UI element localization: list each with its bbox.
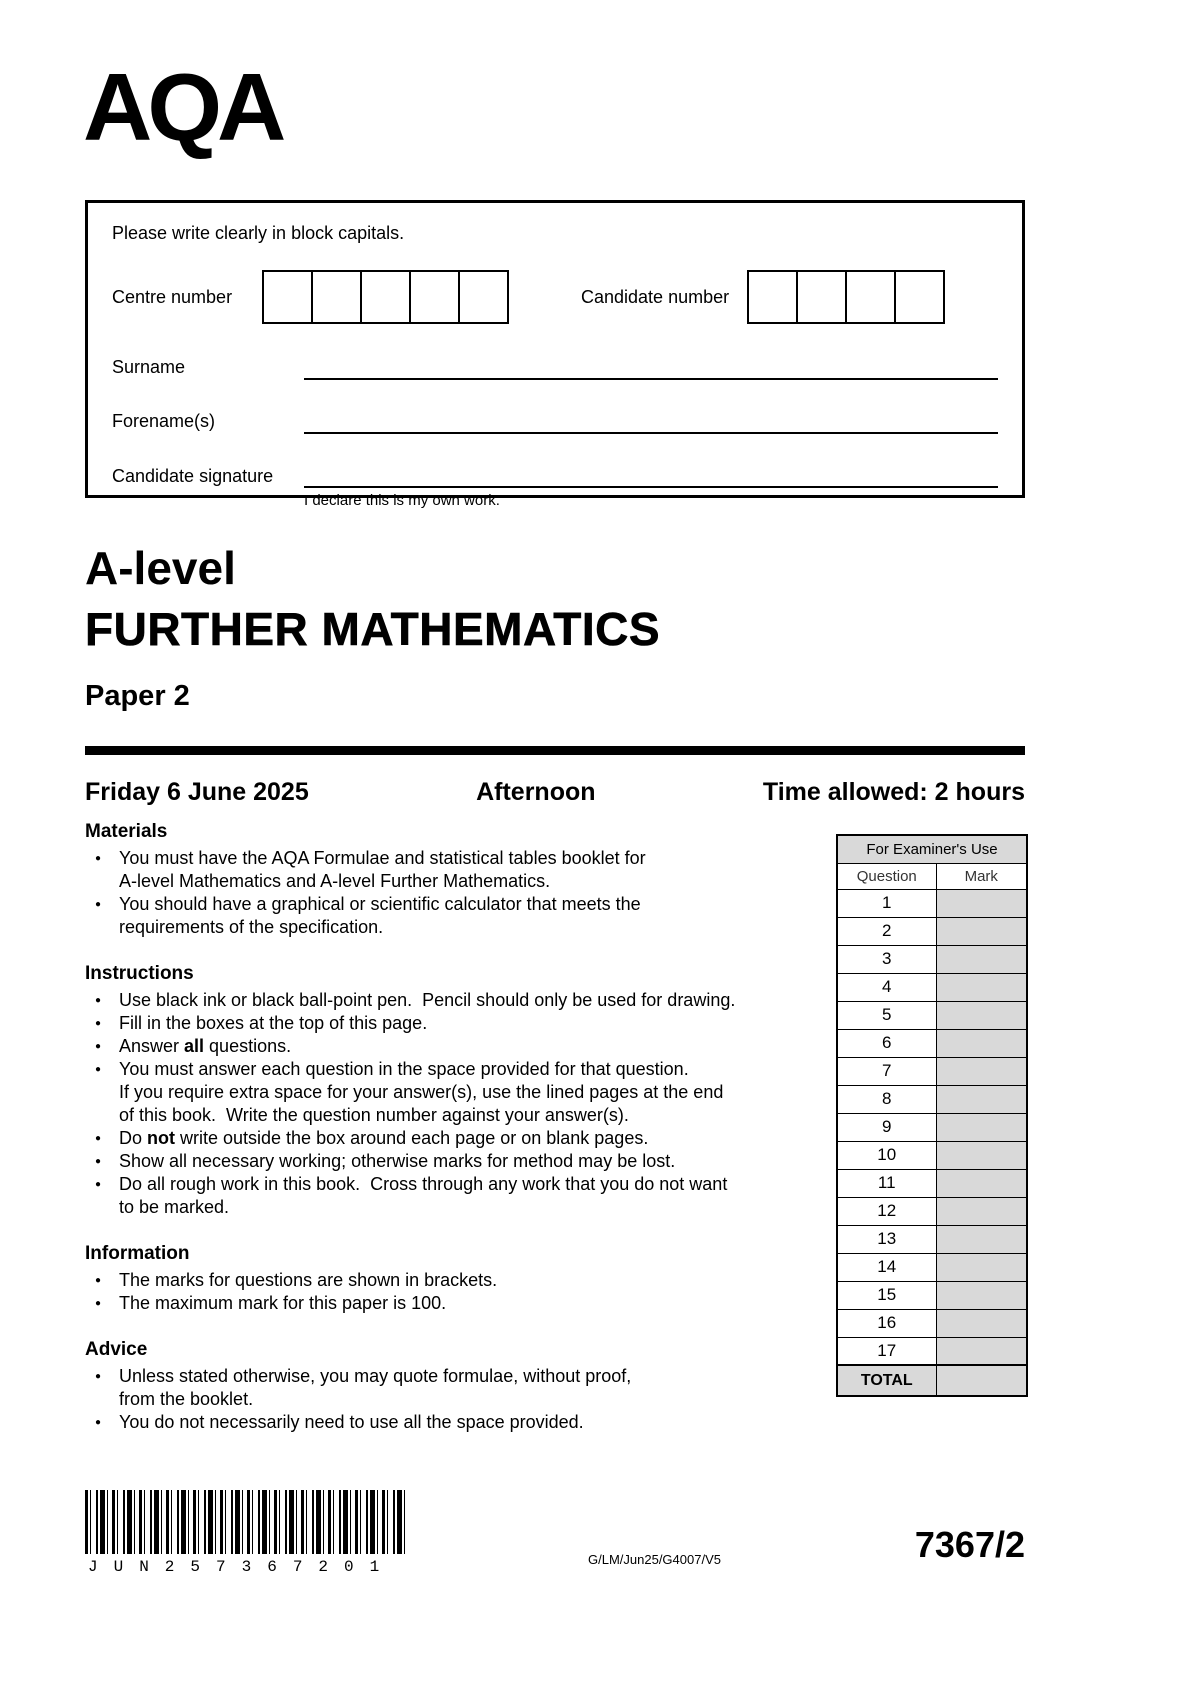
question-number-cell: 5 [837,1001,936,1029]
question-number-cell: 11 [837,1169,936,1197]
paper-number: Paper 2 [85,680,190,713]
barcode-text: JUN257367201 [88,1558,396,1576]
bullet-item: ● Show all necessary working; otherwise marks for method may be lost. [85,1150,825,1173]
candidate-number-boxes [747,270,945,324]
bullet-item: ● You must have the AQA Formulae and statistical tables booklet for A-level Mathematics and A-level Further Mathematics. [85,847,825,893]
examiner-row [837,1337,1027,1365]
mark-cell [936,889,1027,917]
question-number-cell: 1 [837,889,936,917]
block-capitals-instruction: Please write clearly in block capitals. [112,223,405,243]
question-number-cell: 7 [837,1057,936,1085]
candidate-number-cell[interactable] [747,270,798,324]
examiner-table-body [837,889,1027,1365]
materials-heading: Materials [85,821,168,842]
surname-row [112,356,998,380]
question-number-cell: 6 [837,1029,936,1057]
surname-label: Surname [112,357,186,377]
question-number-cell: 2 [837,917,936,945]
exam-session: Afternoon [476,778,596,806]
centre-number-cell[interactable] [409,270,460,324]
mark-column-header: Mark [936,863,1027,889]
exam-date: Friday 6 June 2025 [85,778,309,806]
examiner-row [837,889,1027,917]
subject-title: FURTHER MATHEMATICS [85,602,661,655]
centre-number-label: Centre number [112,286,233,307]
forenames-row [112,410,998,434]
question-number-cell: 4 [837,973,936,1001]
bullet-item: ● Do not write outside the box around each page or on blank pages. [85,1127,825,1150]
examiner-row [837,1225,1027,1253]
examiner-use-table [836,834,1028,1397]
candidate-number-cell[interactable] [845,270,896,324]
mark-cell [936,1197,1027,1225]
candidate-number-cell[interactable] [894,270,945,324]
examiner-row [837,973,1027,1001]
bullet-item: ● Answer all questions. [85,1035,825,1058]
signature-line[interactable] [304,464,998,488]
examiner-row [837,1085,1027,1113]
instructions-list [85,989,825,1219]
question-number-cell: 3 [837,945,936,973]
barcode [85,1490,407,1554]
centre-number-cell[interactable] [311,270,362,324]
mark-cell [936,1281,1027,1309]
instructions-heading: Instructions [85,963,194,984]
bullet-item: ● Use black ink or black ball-point pen. Pencil should only be used for drawing. [85,989,825,1012]
forenames-label: Forename(s) [112,411,216,431]
mark-cell [936,1309,1027,1337]
declaration-text: I declare this is my own work. [304,492,500,509]
total-mark-cell [936,1365,1027,1396]
examiner-row [837,1113,1027,1141]
signature-label: Candidate signature [112,466,274,486]
centre-number-cell[interactable] [458,270,509,324]
forenames-line[interactable] [304,410,998,434]
mark-cell [936,1141,1027,1169]
examiner-row [837,1309,1027,1337]
signature-row [112,464,998,509]
question-number-cell: 13 [837,1225,936,1253]
question-number-cell: 16 [837,1309,936,1337]
candidate-number-label: Candidate number [581,286,730,307]
qualification-level: A-level [85,542,236,594]
examiner-row [837,1253,1027,1281]
examiner-table-title-row [837,835,1027,863]
question-column-header: Question [837,863,936,889]
bullet-item: ● Fill in the boxes at the top of this page. [85,1012,825,1035]
examiner-table-header-row [837,863,1027,889]
mark-cell [936,1001,1027,1029]
information-heading: Information [85,1243,190,1264]
mark-cell [936,1057,1027,1085]
examiner-row [837,1197,1027,1225]
examiner-row [837,1281,1027,1309]
bullet-item: ● You should have a graphical or scientific calculator that meets the requirements of the specification. [85,893,825,939]
bullet-item: ● You must answer each question in the space provided for that question. If you require extra space for your answer(s), use the lined pages at the end of this book. Write the question number against your answer(s). [85,1058,825,1127]
examiner-total-row [837,1365,1027,1396]
mark-cell [936,1085,1027,1113]
bullet-item: ● The marks for questions are shown in brackets. [85,1269,825,1292]
bullet-item: ● The maximum mark for this paper is 100. [85,1292,825,1315]
question-number-cell: 15 [837,1281,936,1309]
advice-list [85,1365,825,1434]
candidate-details-box [85,200,1025,509]
aqa-logo: AQA [83,54,282,161]
examiner-row [837,945,1027,973]
mark-cell [936,1337,1027,1365]
footer-reference: G/LM/Jun25/G4007/V5 [588,1552,721,1567]
mark-cell [936,1253,1027,1281]
examiner-row [837,1001,1027,1029]
centre-number-cell[interactable] [360,270,411,324]
divider-rule [85,746,1025,755]
mark-cell [936,1029,1027,1057]
examiner-row [837,1057,1027,1085]
mark-cell [936,973,1027,1001]
centre-number-boxes [262,270,509,324]
mark-cell [936,1169,1027,1197]
paper-code: 7367/2 [914,1524,1025,1565]
examiner-row [837,917,1027,945]
title-block [85,543,660,713]
signature-area [304,464,998,509]
session-row [85,778,1025,807]
bullet-item: ● Unless stated otherwise, you may quote formulae, without proof, from the booklet. [85,1365,825,1411]
mark-cell [936,1113,1027,1141]
question-number-cell: 9 [837,1113,936,1141]
centre-number-cell[interactable] [262,270,313,324]
surname-line[interactable] [304,356,998,380]
mark-cell [936,945,1027,973]
mark-cell [936,1225,1027,1253]
question-number-cell: 8 [837,1085,936,1113]
front-page-text [85,820,825,1457]
examiner-row [837,1141,1027,1169]
examiner-row [837,1029,1027,1057]
bullet-item: ● Do all rough work in this book. Cross through any work that you do not want to be marked. [85,1173,825,1219]
question-number-cell: 14 [837,1253,936,1281]
examiner-table-title: For Examiner's Use [837,835,1027,863]
examiner-row [837,1169,1027,1197]
mark-cell [936,917,1027,945]
bullet-item: ● You do not necessarily need to use all the space provided. [85,1411,825,1434]
number-entry-row [112,270,998,324]
question-number-cell: 10 [837,1141,936,1169]
candidate-number-cell[interactable] [796,270,847,324]
question-number-cell: 12 [837,1197,936,1225]
materials-list [85,847,825,939]
question-number-cell: 17 [837,1337,936,1365]
information-list [85,1269,825,1315]
total-label-cell: TOTAL [837,1365,936,1396]
advice-heading: Advice [85,1339,148,1360]
time-allowed: Time allowed: 2 hours [762,778,1025,806]
